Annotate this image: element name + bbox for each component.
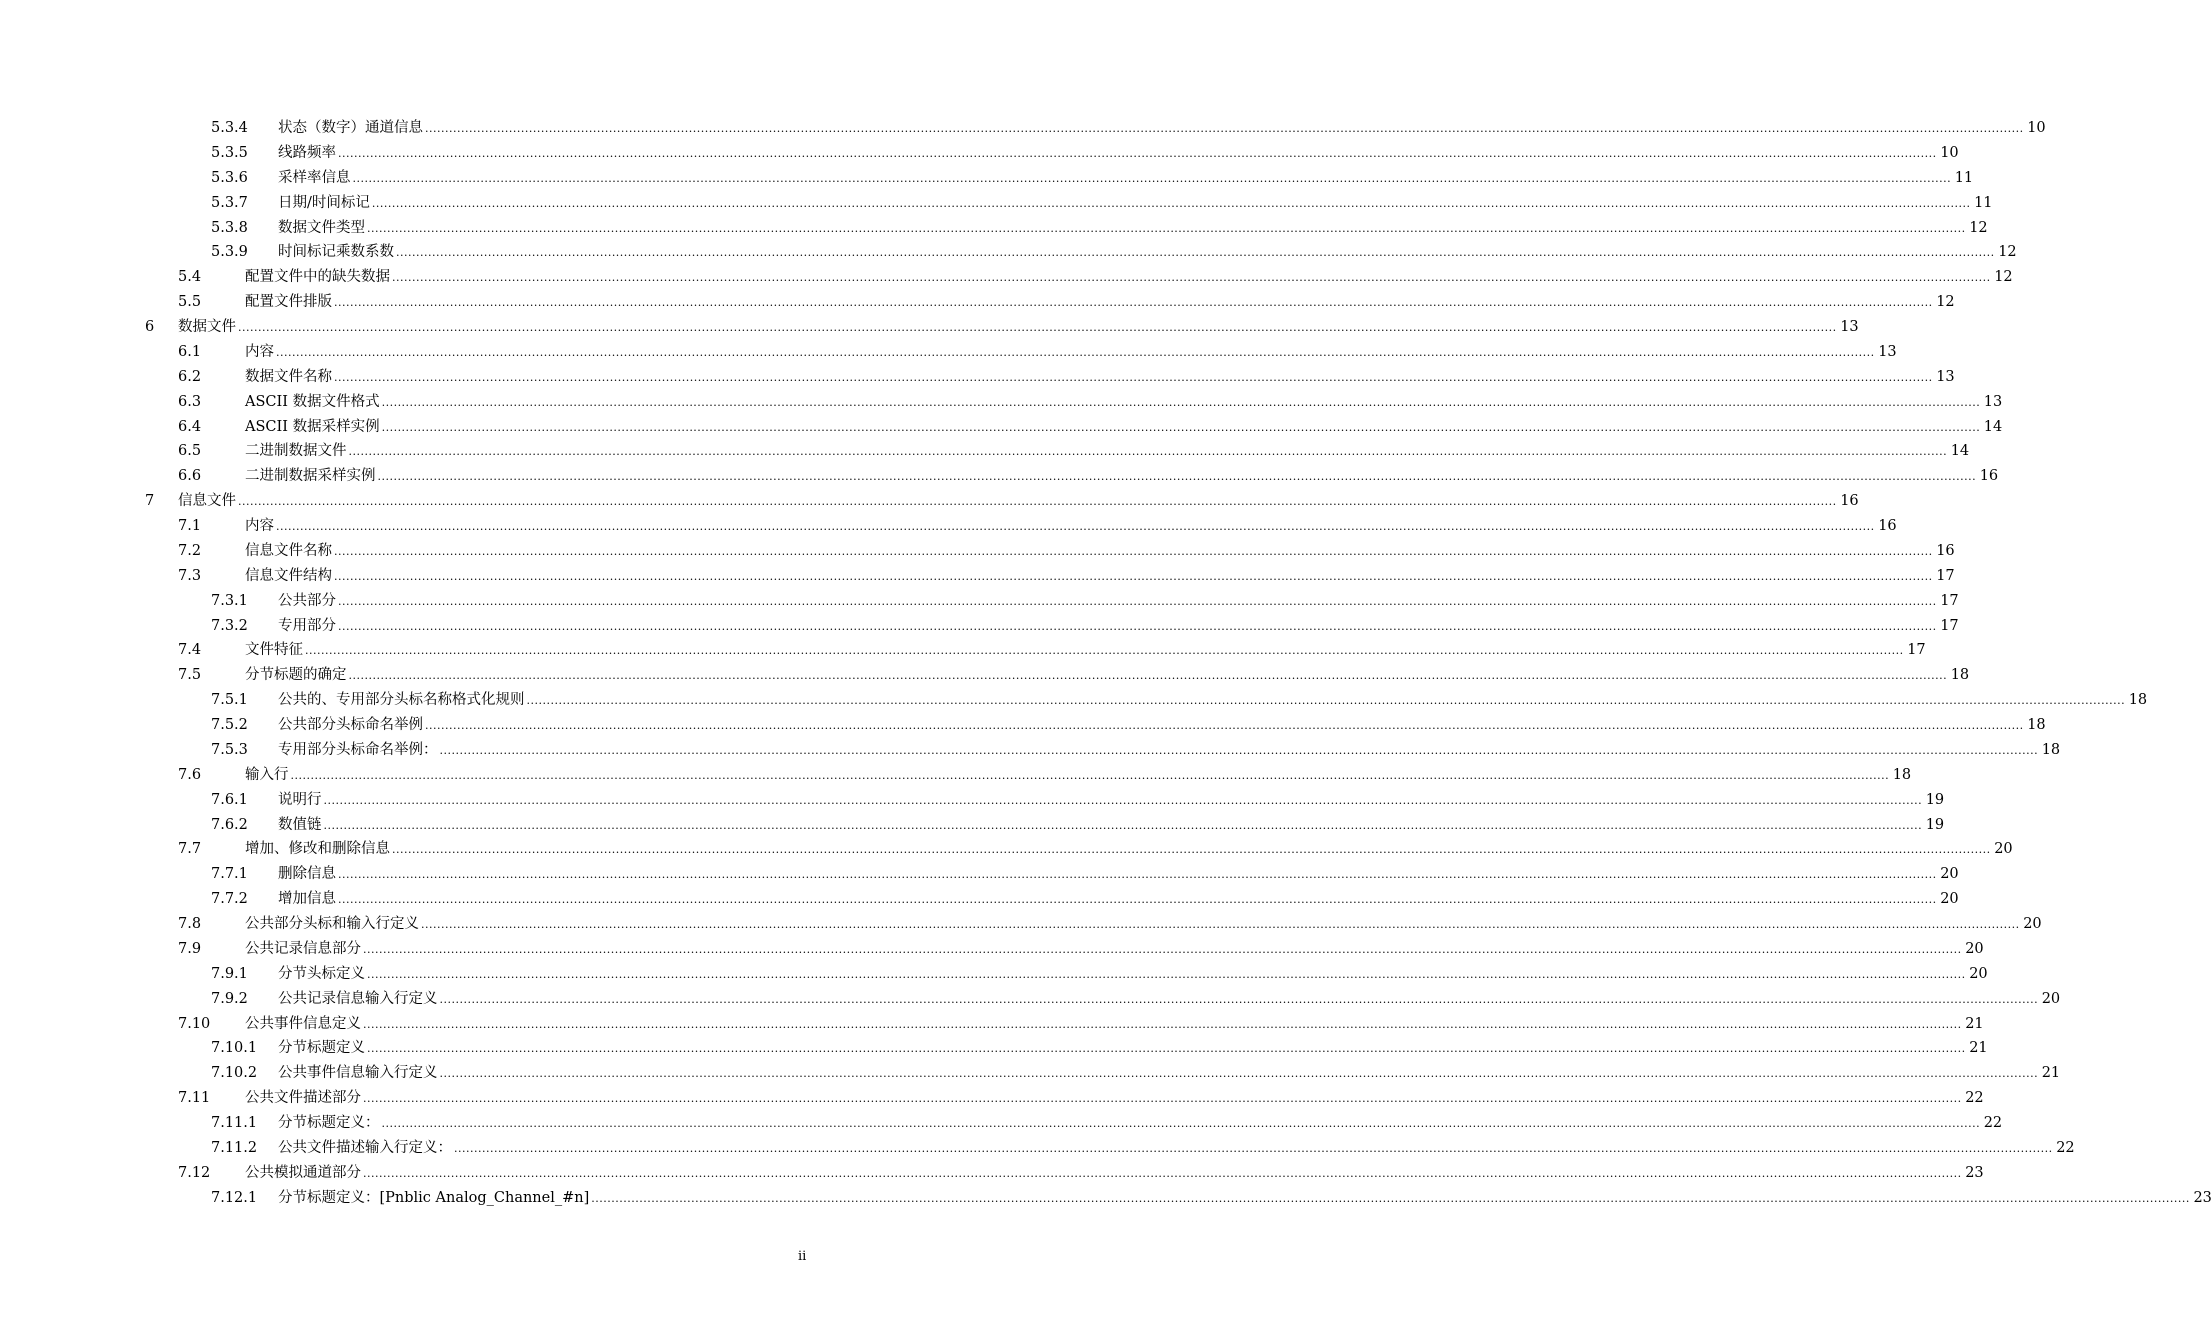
toc-entry[interactable]	[0, 216, 1988, 241]
toc-entry-number: 7.4	[178, 642, 202, 659]
toc-entry-title: 分节标题定义	[278, 1040, 365, 1057]
toc-entry-number: 7.9.2	[211, 990, 248, 1007]
toc-entry-page: 22	[2056, 1139, 2075, 1156]
toc-dot-leader: ................................................................................................................................................................................................................................................................................................................................................................................................................	[334, 544, 1933, 558]
toc-entry[interactable]	[0, 514, 1897, 539]
toc-entry-line	[245, 1012, 1984, 1038]
toc-entry-page: 16	[1936, 542, 1955, 559]
toc-entry-number: 7.7.2	[211, 891, 248, 908]
toc-entry-title: 公共文件描述部分	[245, 1090, 361, 1107]
toc-entry-page: 11	[1954, 169, 1974, 186]
toc-dot-leader: ................................................................................................................................................................................................................................................................................................................................................................................................................	[290, 768, 1890, 782]
toc-entry[interactable]	[0, 564, 1955, 589]
toc-dot-leader: ................................................................................................................................................................................................................................................................................................................................................................................................................	[367, 967, 1966, 981]
toc-entry-number: 7.5.3	[211, 741, 248, 758]
toc-entry-number: 6.1	[178, 343, 202, 360]
toc-dot-leader: ................................................................................................................................................................................................................................................................................................................................................................................................................	[338, 594, 1937, 608]
toc-entry-page: 10	[2027, 120, 2046, 136]
toc-entry-line	[245, 638, 1926, 664]
toc-dot-leader: ................................................................................................................................................................................................................................................................................................................................................................................................................	[425, 122, 2024, 135]
toc-entry-title: 增加、修改和删除信息	[245, 841, 390, 858]
toc-dot-leader: ................................................................................................................................................................................................................................................................................................................................................................................................................	[392, 271, 1991, 285]
toc-entry-number: 7.1	[178, 518, 202, 534]
toc-entry-line	[178, 315, 1859, 341]
toc-dot-leader: ................................................................................................................................................................................................................................................................................................................................................................................................................	[323, 793, 1923, 807]
toc-entry-page: 22	[1965, 1090, 1984, 1107]
toc-entry[interactable]	[0, 365, 1955, 390]
toc-dot-leader: ................................................................................................................................................................................................................................................................................................................................................................................................................	[276, 520, 1875, 533]
toc-entry[interactable]	[0, 1186, 2212, 1211]
toc-entry-number: 7.12.1	[211, 1189, 258, 1206]
toc-entry[interactable]	[0, 713, 2046, 738]
toc-entry-line	[278, 216, 1988, 242]
toc-entry-number: 7.7	[178, 841, 202, 858]
toc-entry-title: 线路频率	[278, 144, 336, 161]
toc-entry-line	[245, 365, 1955, 391]
toc-entry-page: 21	[1969, 1040, 1988, 1057]
toc-entry-number: 5.3.5	[211, 144, 248, 161]
toc-entry-title: 公共记录信息输入行定义	[278, 990, 438, 1007]
toc-dot-leader: ................................................................................................................................................................................................................................................................................................................................................................................................................	[392, 843, 1991, 857]
toc-entry-line	[245, 763, 1912, 789]
toc-entry-line	[278, 166, 1974, 192]
toc-entry-page: 12	[1936, 294, 1955, 311]
toc-entry[interactable]	[0, 539, 1955, 564]
toc-entry-number: 7.5.2	[211, 717, 248, 733]
toc-entry-line	[245, 464, 1999, 490]
toc-entry-number: 7.9	[178, 940, 202, 957]
toc-dot-leader: ................................................................................................................................................................................................................................................................................................................................................................................................................	[454, 1141, 2053, 1155]
toc-entry[interactable]	[0, 439, 1970, 464]
toc-entry-number: 7.12	[178, 1164, 211, 1181]
toc-dot-leader: ................................................................................................................................................................................................................................................................................................................................................................................................................	[334, 569, 1933, 583]
toc-entry-page: 17	[1936, 567, 1955, 584]
toc-entry-page: 18	[2041, 741, 2061, 758]
toc-dot-leader: ................................................................................................................................................................................................................................................................................................................................................................................................................	[367, 221, 1966, 235]
toc-dot-leader: ................................................................................................................................................................................................................................................................................................................................................................................................................	[352, 171, 1952, 185]
toc-dot-leader: ................................................................................................................................................................................................................................................................................................................................................................................................................	[425, 719, 2024, 732]
toc-entry-title: 信息文件名称	[245, 542, 332, 559]
toc-dot-leader: ................................................................................................................................................................................................................................................................................................................................................................................................................	[363, 1092, 1962, 1106]
toc-entry-line	[245, 663, 1970, 689]
toc-entry-title: 分节标题的确定	[245, 667, 347, 684]
toc-entry-number: 6.6	[178, 468, 202, 485]
toc-entry-line	[245, 290, 1955, 316]
toc-entry-title: ASCII 数据采样实例	[245, 418, 380, 435]
toc-entry-line	[278, 788, 1945, 814]
toc-entry-title: 公共模拟通道部分	[245, 1164, 361, 1181]
toc-entry-number: 6.3	[178, 393, 202, 410]
toc-entry-line	[245, 340, 1897, 366]
toc-entry[interactable]	[0, 116, 2046, 141]
toc-entry[interactable]	[0, 887, 1959, 912]
toc-entry[interactable]	[0, 340, 1897, 365]
toc-entry[interactable]	[0, 688, 2148, 713]
toc-entry-page: 16	[1878, 518, 1897, 534]
toc-dot-leader: ................................................................................................................................................................................................................................................................................................................................................................................................................	[439, 992, 2039, 1006]
toc-entry-title: 公共部分头标和输入行定义	[245, 916, 419, 932]
toc-entry-page: 18	[1950, 667, 1970, 684]
toc-entry[interactable]	[0, 265, 2013, 290]
toc-entry-page: 20	[1969, 965, 1988, 982]
toc-entry-line	[278, 589, 1959, 615]
toc-entry-page: 18	[2027, 717, 2046, 733]
toc-entry-number: 5.3.8	[211, 219, 248, 236]
toc-entry[interactable]	[0, 937, 1984, 962]
toc-entry-page: 17	[1940, 592, 1959, 609]
toc-dot-leader: ................................................................................................................................................................................................................................................................................................................................................................................................................	[338, 893, 1937, 907]
toc-entry-title: 说明行	[278, 791, 322, 808]
toc-entry-number: 7.3	[178, 567, 202, 584]
toc-entry-page: 18	[1892, 766, 1912, 783]
toc-entry[interactable]	[0, 962, 1988, 987]
toc-entry-page: 16	[1979, 468, 1999, 485]
toc-entry-title: 分节头标定义	[278, 965, 365, 982]
toc-entry[interactable]	[0, 464, 1999, 489]
toc-entry-line	[278, 141, 1959, 167]
toc-entry-line	[245, 415, 2003, 441]
toc-entry-line	[278, 962, 1988, 988]
toc-entry-number: 5.3.9	[211, 244, 248, 261]
toc-entry-number: 7.10.1	[211, 1040, 258, 1057]
toc-dot-leader: ................................................................................................................................................................................................................................................................................................................................................................................................................	[381, 1117, 1981, 1130]
toc-entry-number: 7.6.2	[211, 816, 248, 833]
toc-entry-title: 数据文件	[178, 319, 236, 335]
toc-entry-page: 12	[1994, 269, 2013, 286]
toc-entry-title: 配置文件排版	[245, 294, 332, 311]
toc-entry-page: 20	[1940, 891, 1959, 908]
toc-entry-page: 14	[1983, 418, 2003, 435]
toc-dot-leader: ................................................................................................................................................................................................................................................................................................................................................................................................................	[396, 246, 1995, 260]
toc-entry-page: 20	[2023, 916, 2042, 932]
toc-entry-page: 23	[2193, 1189, 2212, 1206]
toc-entry-title: 公共事件信息定义	[245, 1015, 361, 1032]
toc-entry[interactable]	[0, 912, 2042, 937]
toc-entry[interactable]	[0, 1136, 2075, 1161]
toc-dot-leader: ................................................................................................................................................................................................................................................................................................................................................................................................................	[377, 470, 1977, 484]
toc-dot-leader: ................................................................................................................................................................................................................................................................................................................................................................................................................	[334, 296, 1933, 310]
toc-entry[interactable]	[0, 837, 2013, 862]
toc-dot-leader: ................................................................................................................................................................................................................................................................................................................................................................................................................	[381, 420, 1981, 434]
toc-entry-line	[245, 265, 2013, 291]
toc-entry-title: 公共文件描述输入行定义：	[278, 1139, 452, 1156]
toc-entry-page: 13	[1840, 319, 1859, 335]
toc-entry-title: 信息文件	[178, 493, 236, 510]
toc-entry[interactable]	[0, 166, 1974, 191]
toc-dot-leader: ................................................................................................................................................................................................................................................................................................................................................................................................................	[363, 942, 1962, 956]
page-number-footer: ii	[798, 1249, 807, 1264]
toc-entry-line	[278, 713, 2046, 739]
toc-entry-title: 文件特征	[245, 642, 303, 659]
toc-entry-title: 时间标记乘数系数	[278, 244, 394, 261]
toc-entry[interactable]	[0, 1111, 2003, 1136]
toc-entry-line	[278, 738, 2061, 764]
toc-dot-leader: ................................................................................................................................................................................................................................................................................................................................................................................................................	[421, 918, 2020, 931]
toc-entry-title: 采样率信息	[278, 169, 351, 186]
toc-entry-number: 7.6.1	[211, 791, 248, 808]
toc-entry-number: 5.3.6	[211, 169, 248, 186]
toc-entry-line	[278, 813, 1945, 839]
toc-entry-line	[245, 837, 2013, 863]
toc-entry-line	[245, 912, 2042, 938]
toc-dot-leader: ................................................................................................................................................................................................................................................................................................................................................................................................................	[238, 495, 1837, 509]
toc-entry-number: 6.2	[178, 368, 202, 385]
toc-entry-number: 7.11	[178, 1090, 211, 1107]
toc-entry[interactable]	[0, 415, 2003, 440]
toc-entry-number: 6.4	[178, 418, 202, 435]
toc-entry-title: 分节标题定义：	[278, 1115, 380, 1131]
toc-entry-line	[245, 439, 1970, 465]
toc-entry-title: 数据文件名称	[245, 368, 332, 385]
toc-entry-line	[245, 564, 1955, 590]
toc-entry-line	[178, 489, 1859, 515]
toc-entry-number: 5.4	[178, 269, 202, 286]
toc-dot-leader: ................................................................................................................................................................................................................................................................................................................................................................................................................	[276, 345, 1875, 359]
toc-entry-number: 6	[145, 319, 155, 335]
toc-entry-title: 内容	[245, 343, 274, 360]
toc-entry-number: 7.3.2	[211, 617, 248, 634]
toc-entry-title: 数值链	[278, 816, 322, 833]
toc-entry-title: 输入行	[245, 766, 289, 783]
toc-entry-title: 二进制数据文件	[245, 443, 347, 460]
toc-entry[interactable]	[0, 240, 2017, 265]
toc-entry-number: 7	[145, 493, 155, 510]
toc-dot-leader: ................................................................................................................................................................................................................................................................................................................................................................................................................	[338, 868, 1937, 882]
table-of-contents	[0, 116, 2212, 1211]
toc-dot-leader: ................................................................................................................................................................................................................................................................................................................................................................................................................	[338, 619, 1937, 633]
toc-entry-page: 13	[1878, 343, 1897, 360]
toc-dot-leader: ................................................................................................................................................................................................................................................................................................................................................................................................................	[305, 644, 1904, 658]
toc-entry-page: 18	[2128, 692, 2148, 709]
toc-entry-number: 7.9.1	[211, 965, 248, 982]
toc-entry-line	[278, 1036, 1988, 1062]
toc-entry-number: 7.5.1	[211, 692, 248, 709]
toc-entry[interactable]	[0, 788, 1945, 813]
toc-entry-page: 11	[1974, 194, 1993, 211]
toc-dot-leader: ................................................................................................................................................................................................................................................................................................................................................................................................................	[323, 818, 1923, 832]
toc-entry-line	[278, 1136, 2075, 1162]
toc-entry-page: 20	[1965, 940, 1984, 957]
toc-entry-line	[278, 1061, 2061, 1087]
toc-entry-line	[278, 116, 2046, 142]
toc-entry-page: 10	[1940, 144, 1959, 161]
toc-entry-page: 16	[1840, 493, 1859, 510]
toc-entry-line	[278, 987, 2061, 1013]
toc-entry-line	[245, 1161, 1984, 1187]
toc-entry-page: 19	[1925, 816, 1945, 833]
toc-entry-number: 6.5	[178, 443, 202, 460]
toc-entry-line	[245, 937, 1984, 963]
toc-entry-number: 7.11.1	[211, 1115, 258, 1131]
toc-entry-line	[278, 887, 1959, 913]
toc-entry-number: 5.5	[178, 294, 202, 311]
toc-entry-line	[245, 539, 1955, 565]
toc-entry-line	[278, 688, 2148, 714]
toc-entry-title: 数据文件类型	[278, 219, 365, 236]
toc-entry-title: 状态（数字）通道信息	[278, 120, 423, 136]
toc-entry[interactable]	[0, 489, 1859, 514]
toc-entry[interactable]	[0, 390, 2003, 415]
toc-entry-number: 7.3.1	[211, 592, 248, 609]
toc-entry-page: 20	[2041, 990, 2061, 1007]
toc-entry-title: 信息文件结构	[245, 567, 332, 584]
toc-entry-number: 7.6	[178, 766, 202, 783]
toc-entry-page: 12	[1969, 219, 1988, 236]
toc-entry-line	[278, 1111, 2003, 1137]
toc-entry-title: 专用部分头标命名举例：	[278, 741, 438, 758]
toc-entry[interactable]	[0, 614, 1959, 639]
toc-entry-title: 配置文件中的缺失数据	[245, 269, 390, 286]
toc-entry-number: 7.5	[178, 667, 202, 684]
toc-entry-line	[278, 191, 1993, 217]
toc-entry[interactable]	[0, 987, 2061, 1012]
toc-entry[interactable]	[0, 763, 1912, 788]
toc-entry-title: 二进制数据采样实例	[245, 468, 376, 485]
toc-dot-leader: ................................................................................................................................................................................................................................................................................................................................................................................................................	[367, 1042, 1966, 1056]
toc-entry-page: 13	[1936, 368, 1955, 385]
toc-dot-leader: ................................................................................................................................................................................................................................................................................................................................................................................................................	[381, 395, 1981, 409]
toc-entry[interactable]	[0, 315, 1859, 340]
toc-entry-title: 公共部分头标命名举例	[278, 717, 423, 733]
toc-entry-line	[278, 240, 2017, 266]
toc-dot-leader: ................................................................................................................................................................................................................................................................................................................................................................................................................	[439, 1067, 2039, 1081]
toc-entry-title: 内容	[245, 518, 274, 534]
toc-entry-title: 公共部分	[278, 592, 336, 609]
toc-dot-leader: ................................................................................................................................................................................................................................................................................................................................................................................................................	[238, 321, 1837, 334]
toc-entry-page: 21	[1965, 1015, 1984, 1032]
toc-entry-page: 14	[1950, 443, 1970, 460]
toc-entry[interactable]	[0, 1036, 1988, 1061]
toc-entry-title: 公共事件信息输入行定义	[278, 1065, 438, 1082]
toc-entry-title: 增加信息	[278, 891, 336, 908]
toc-entry[interactable]	[0, 1161, 1984, 1186]
toc-entry-number: 7.8	[178, 916, 202, 932]
toc-entry[interactable]	[0, 663, 1970, 688]
toc-dot-leader: ................................................................................................................................................................................................................................................................................................................................................................................................................	[526, 694, 2126, 708]
toc-entry-number: 7.7.1	[211, 866, 248, 883]
toc-entry-number: 7.10	[178, 1015, 211, 1032]
toc-entry-line	[278, 614, 1959, 640]
toc-dot-leader: ................................................................................................................................................................................................................................................................................................................................................................................................................	[591, 1191, 2190, 1205]
toc-entry-page: 12	[1998, 244, 2017, 261]
toc-entry[interactable]	[0, 1012, 1984, 1037]
toc-entry-page: 20	[1994, 841, 2013, 858]
toc-dot-leader: ................................................................................................................................................................................................................................................................................................................................................................................................................	[371, 196, 1971, 210]
toc-entry-page: 22	[1983, 1115, 2003, 1131]
toc-entry-number: 7.10.2	[211, 1065, 258, 1082]
toc-entry[interactable]	[0, 1061, 2061, 1086]
toc-entry-line	[245, 1086, 1984, 1112]
toc-entry[interactable]	[0, 290, 1955, 315]
toc-entry-title: 专用部分	[278, 617, 336, 634]
toc-dot-leader: ................................................................................................................................................................................................................................................................................................................................................................................................................	[348, 669, 1948, 683]
toc-entry-page: 13	[1983, 393, 2003, 410]
toc-entry-number: 5.3.4	[211, 120, 248, 136]
toc-entry[interactable]	[0, 589, 1959, 614]
toc-entry-page: 23	[1965, 1164, 1984, 1181]
toc-entry-title: 公共的、专用部分头标名称格式化规则	[278, 692, 525, 709]
toc-entry-number: 5.3.7	[211, 194, 248, 211]
toc-entry-number: 7.11.2	[211, 1139, 258, 1156]
toc-entry-page: 20	[1940, 866, 1959, 883]
toc-entry[interactable]	[0, 813, 1945, 838]
toc-entry[interactable]	[0, 638, 1926, 663]
toc-entry-title: 日期/时间标记	[278, 194, 370, 211]
toc-entry[interactable]	[0, 738, 2061, 763]
toc-dot-leader: ................................................................................................................................................................................................................................................................................................................................................................................................................	[334, 370, 1933, 384]
toc-entry-page: 17	[1907, 642, 1926, 659]
toc-entry[interactable]	[0, 1086, 1984, 1111]
toc-entry-title: 分节标题定义：[Pnblic Analog_Channel_#n]	[278, 1189, 590, 1206]
toc-entry-title: 公共记录信息部分	[245, 940, 361, 957]
toc-dot-leader: ................................................................................................................................................................................................................................................................................................................................................................................................................	[348, 445, 1948, 459]
toc-entry-title: 删除信息	[278, 866, 336, 883]
toc-entry-page: 21	[2041, 1065, 2061, 1082]
toc-entry[interactable]	[0, 862, 1959, 887]
toc-entry[interactable]	[0, 141, 1959, 166]
toc-entry-number: 7.2	[178, 542, 202, 559]
toc-dot-leader: ................................................................................................................................................................................................................................................................................................................................................................................................................	[439, 743, 2039, 757]
toc-entry-line	[278, 862, 1959, 888]
toc-entry-page: 17	[1940, 617, 1959, 634]
toc-dot-leader: ................................................................................................................................................................................................................................................................................................................................................................................................................	[338, 146, 1937, 160]
toc-entry-line	[245, 390, 2003, 416]
toc-dot-leader: ................................................................................................................................................................................................................................................................................................................................................................................................................	[363, 1166, 1962, 1180]
toc-entry-title: ASCII 数据文件格式	[245, 393, 380, 410]
toc-dot-leader: ................................................................................................................................................................................................................................................................................................................................................................................................................	[363, 1017, 1962, 1031]
toc-entry-page: 19	[1925, 791, 1945, 808]
toc-entry-line	[245, 514, 1897, 540]
toc-entry-line	[278, 1186, 2212, 1212]
toc-entry[interactable]	[0, 191, 1993, 216]
